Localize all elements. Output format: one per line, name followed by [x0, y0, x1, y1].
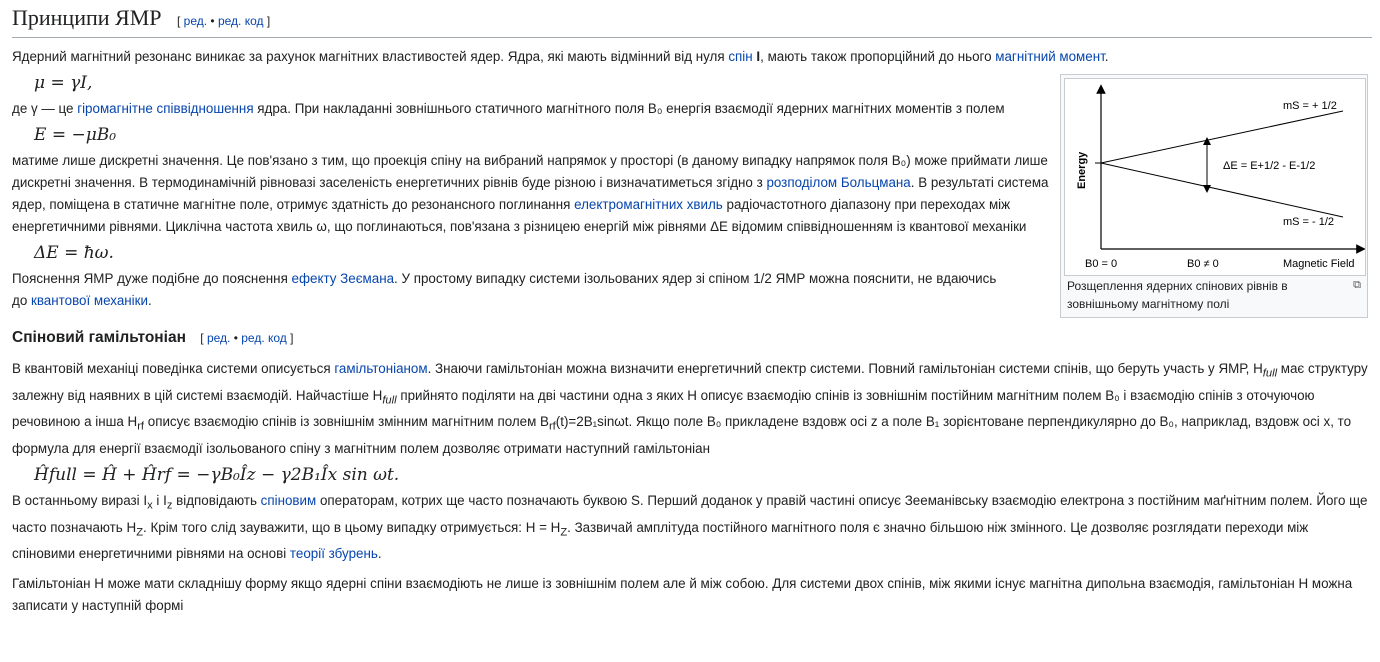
em-waves-link[interactable]: електромагнітних хвиль — [574, 197, 723, 212]
figure-image[interactable] — [1064, 78, 1366, 276]
section-heading-nmr-principles — [12, 0, 1372, 38]
lower-level-label: mS = - 1/2 — [1283, 216, 1335, 228]
section-title: Принципи ЯМР — [12, 5, 162, 30]
edit-links: [ ред. • ред. код ] — [200, 331, 294, 345]
equation: μ = γI, — [34, 73, 93, 93]
edit-code-link[interactable]: ред. код — [241, 331, 287, 345]
equation: Ĥfull = Ĥ + Ĥrf = −γB₀Îz − γ2B₁Îx sin ωt. — [34, 465, 400, 486]
perturbation-theory-link[interactable]: теорії збурень — [289, 546, 378, 562]
b0-zero-label: B0 = 0 — [1085, 258, 1118, 270]
upper-level-line — [1101, 111, 1343, 163]
paragraph: В квантовій механіці поведінка системи описується гамільтоніаном. Знаючи гамільтоніан можна визначити енергетичний спектр системи. Повний гамільтоніан системи спінів, що беруть участь у ЯМР, $H_{full}$ має структуру залежну від наявних в цій системі взаємодій. Найчастіше $H_{full}$ прийнято поділяти на дві частини одна з яких H описує взаємодію спінів із зовнішнім постійним магнітним полем B₀ і взаємодію спінів з оточуючою речовиною а інша $H_{rf}$ описує взаємодію спінів із зовнішнім змінним магнітним полем $B_{rf}(t)=2B_1\sin\omega t$. Якщо поле B₀ прикладене вздовж осі z а поле B₁ зорієнтоване перпендикулярно до B₀, наприклад, вздовж осі x, то формула для енергії взаємодії ізольованого спіну з магнітним полем дозволяє отримати наступний гамільтоніан — [12, 361, 1368, 457]
b0-nonzero-label: B0 ≠ 0 — [1187, 258, 1219, 270]
zeeman-effect-link[interactable]: ефекту Зеємана — [291, 271, 395, 286]
magnify-icon[interactable]: ⧉ — [1353, 279, 1361, 291]
spin-operators-link[interactable]: спіновим — [260, 493, 317, 509]
magnetic-moment-link[interactable]: магнітний момент — [995, 49, 1105, 64]
paragraph: де γ — це гіромагнітне співвідношення ядра. При накладанні зовнішнього статичного магнітного поля B₀ енергія взаємодії ядерних магнітних моментів з полем — [12, 101, 1005, 116]
paragraph: матиме лише дискретні значення. Це пов'язано з тим, що проекція спіну на вибраний напрямок у просторі (в даному випадку напрямок поля B₀) може приймати лише дискретні значення. В термодинамічній рівновазі заселеність енергетичних рівнів буде різною і визначатиметься згідно з розподілом Больцмана. В результаті система ядер, поміщена в статичне магнітне поле, отримує здатність до резонансного поглинання електромагнітних хвиль радіочастотного діапазону при переходах між енергетичними рівнями. Циклічна частота хвиль ω, що поглинаються, пов'язана з різницею енергій між рівнями ΔE відомим співвідношенням із квантової механіки — [12, 153, 1049, 234]
boltzmann-distribution-link[interactable]: розподілом Больцмана — [766, 175, 911, 190]
edit-code-link[interactable]: ред. код — [217, 14, 264, 28]
paragraph: Пояснення ЯМР дуже подібне до пояснення ефекту Зеємана. У простому випадку системи ізольованих ядер зі спіном 1/2 ЯМР можна пояснити, не вдаючись до квантової механіки. — [12, 271, 997, 308]
delta-e-label: ΔE = E+1/2 - E-1/2 — [1223, 160, 1316, 172]
edit-link[interactable]: ред. — [206, 331, 231, 345]
edit-links: [ ред. • ред. код ] — [177, 14, 271, 28]
section2 — [12, 326, 1372, 617]
energy-splitting-diagram — [1065, 79, 1365, 275]
y-axis-label: Energy — [1076, 151, 1088, 189]
paragraph: Ядерний магнітний резонанс виникає за рахунок магнітних властивостей ядер. Ядра, які мають відмінний від нуля спін I, мають також пропорційний до нього магнітний момент. — [12, 49, 1109, 64]
paragraph: Гамільтоніан H може мати складнішу форму якщо ядерні спіни взаємодіють не лише із зовнішнім полем але й між собою. Для системи двох спінів, між якими існує магнітна дипольна взаємодія, гамільтоніан H можна записати у наступній формі — [12, 576, 1353, 614]
section-title: Спіновий гамільтоніан — [12, 329, 186, 346]
x-axis-label: Magnetic Field — [1283, 258, 1355, 270]
section-heading-spin-hamiltonian — [12, 326, 1372, 350]
spin-link[interactable]: спін — [728, 49, 753, 64]
edit-link[interactable]: ред. — [183, 14, 208, 28]
equation: ΔE = ħω. — [34, 243, 114, 263]
hamiltonian-link[interactable]: гамільтоніаном — [334, 361, 428, 376]
quantum-mechanics-link[interactable]: квантової механіки — [30, 293, 148, 308]
figure-caption: Розщеплення ядерних спінових рівнів в зовнішньому магнітному полі — [1067, 279, 1288, 311]
figure-thumbnail — [1060, 74, 1368, 318]
upper-level-label: mS = + 1/2 — [1283, 100, 1337, 112]
gyromagnetic-ratio-link[interactable]: гіромагнітне співвідношення — [77, 101, 254, 116]
paragraph: В останньому виразі $I_x$ і $I_z$ відповідають спіновим операторам, котрих ще часто позначають буквою S. Перший доданок у правій частині описує Зееманівську взаємодію електрона з постійним маґнітним полем. Його ще часто позначають $H_Z$. Крім того слід зауважити, що в цьому випадку отримується: $H = H_Z$. Зазвичай амплітуда постійного магнітного поля є значно більшою ніж змінного. Це дозволяє розглядати переходи між спіновими енергетичними рівнями на основі теорії збурень. — [12, 493, 1368, 562]
equation: E = −μB₀ — [34, 125, 117, 145]
